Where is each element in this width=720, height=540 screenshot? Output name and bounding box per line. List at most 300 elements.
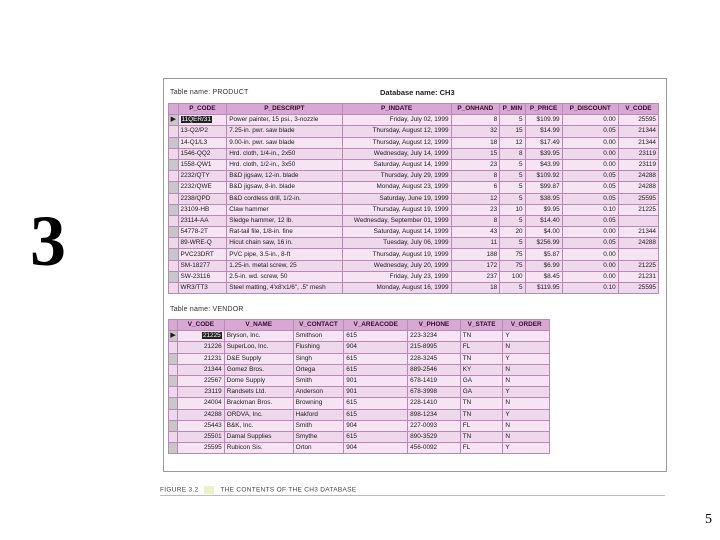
table-cell[interactable] bbox=[460, 420, 503, 431]
table-cell[interactable] bbox=[227, 137, 342, 148]
table-cell[interactable] bbox=[178, 115, 227, 126]
table-cell[interactable] bbox=[408, 375, 461, 386]
column-header[interactable]: V_STATE bbox=[460, 320, 503, 331]
cell-text: 21344 bbox=[638, 138, 656, 146]
table-cell[interactable] bbox=[500, 283, 525, 294]
cell-text: 20 bbox=[515, 228, 523, 236]
table-cell[interactable] bbox=[227, 159, 342, 170]
table-cell[interactable] bbox=[500, 249, 525, 260]
cell-text: 227-0093 bbox=[410, 421, 438, 429]
table-cell[interactable] bbox=[344, 443, 408, 454]
table-cell[interactable] bbox=[224, 398, 293, 409]
table-cell[interactable] bbox=[618, 148, 658, 159]
table-cell[interactable] bbox=[293, 398, 344, 409]
table-cell[interactable] bbox=[224, 331, 293, 342]
table-cell[interactable] bbox=[224, 375, 293, 386]
column-header[interactable]: V_CODE bbox=[618, 104, 658, 115]
row-selector[interactable] bbox=[169, 227, 179, 238]
table-cell[interactable] bbox=[227, 182, 342, 193]
table-cell[interactable] bbox=[460, 364, 503, 375]
table-cell[interactable] bbox=[344, 364, 408, 375]
cell-text: 2238/QPD bbox=[180, 194, 211, 202]
table-cell[interactable] bbox=[344, 420, 408, 431]
slide-big-number: 3 bbox=[30, 201, 66, 281]
table-cell[interactable] bbox=[618, 171, 658, 182]
row-selector[interactable] bbox=[169, 431, 178, 442]
table-cell[interactable] bbox=[562, 159, 618, 170]
table-cell[interactable] bbox=[460, 398, 503, 409]
table-cell[interactable] bbox=[342, 283, 451, 294]
table-cell[interactable] bbox=[344, 353, 408, 364]
table-cell[interactable] bbox=[500, 115, 525, 126]
table-cell[interactable] bbox=[451, 193, 500, 204]
table-cell[interactable] bbox=[293, 431, 344, 442]
cell-text: 9.00-in. pwr. saw blade bbox=[229, 138, 295, 146]
table-cell[interactable] bbox=[224, 431, 293, 442]
cell-text: 615 bbox=[346, 332, 357, 340]
table-cell[interactable] bbox=[618, 215, 658, 226]
table-cell[interactable] bbox=[408, 398, 461, 409]
table-cell[interactable] bbox=[408, 431, 461, 442]
table-row[interactable] bbox=[169, 171, 659, 182]
table-row[interactable] bbox=[169, 364, 550, 375]
table-cell[interactable] bbox=[525, 115, 562, 126]
table-cell[interactable] bbox=[342, 260, 451, 271]
row-selector[interactable] bbox=[169, 364, 178, 375]
table-row[interactable] bbox=[169, 215, 659, 226]
table-cell[interactable] bbox=[344, 331, 408, 342]
figure-label: FIGURE 3.2 bbox=[160, 486, 199, 494]
table-cell[interactable] bbox=[227, 249, 342, 260]
column-header[interactable]: V_ORDER bbox=[503, 320, 550, 331]
table-cell[interactable] bbox=[344, 342, 408, 353]
table-cell[interactable] bbox=[408, 409, 461, 420]
table-row[interactable] bbox=[169, 115, 659, 126]
table-cell[interactable] bbox=[293, 342, 344, 353]
table-cell[interactable] bbox=[344, 431, 408, 442]
cell-text: 237 bbox=[486, 272, 498, 280]
table-cell[interactable] bbox=[525, 204, 562, 215]
current-row-arrow-icon[interactable]: ▶ bbox=[169, 331, 178, 342]
table-cell[interactable] bbox=[500, 215, 525, 226]
table-cell[interactable] bbox=[500, 271, 525, 282]
table-cell[interactable] bbox=[525, 283, 562, 294]
table-cell[interactable] bbox=[293, 420, 344, 431]
column-header[interactable]: V_CODE bbox=[178, 320, 225, 331]
table-cell[interactable] bbox=[178, 137, 227, 148]
table-cell[interactable] bbox=[451, 204, 500, 215]
cell-text: 898-1234 bbox=[410, 410, 438, 418]
table-row[interactable] bbox=[169, 148, 659, 159]
table-row[interactable] bbox=[169, 249, 659, 260]
table-cell[interactable] bbox=[224, 409, 293, 420]
table-cell[interactable] bbox=[178, 375, 225, 386]
table-cell[interactable] bbox=[525, 182, 562, 193]
table-cell[interactable] bbox=[344, 387, 408, 398]
table-cell[interactable] bbox=[451, 249, 500, 260]
row-selector[interactable] bbox=[169, 420, 178, 431]
table-cell[interactable] bbox=[451, 182, 500, 193]
row-selector[interactable] bbox=[169, 249, 179, 260]
table-cell[interactable] bbox=[293, 364, 344, 375]
table-cell[interactable] bbox=[503, 375, 550, 386]
cell-text: 15 bbox=[515, 127, 523, 135]
row-selector[interactable] bbox=[169, 204, 179, 215]
table-cell[interactable] bbox=[227, 204, 342, 215]
row-selector[interactable] bbox=[169, 409, 178, 420]
table-cell[interactable] bbox=[227, 271, 342, 282]
table-cell[interactable] bbox=[227, 283, 342, 294]
table-cell[interactable] bbox=[562, 115, 618, 126]
table-cell[interactable] bbox=[500, 182, 525, 193]
row-selector[interactable] bbox=[169, 137, 179, 148]
table-cell[interactable] bbox=[408, 420, 461, 431]
table-cell[interactable] bbox=[503, 387, 550, 398]
table-cell[interactable] bbox=[525, 126, 562, 137]
row-selector[interactable] bbox=[169, 171, 179, 182]
table-row[interactable] bbox=[169, 387, 550, 398]
table-cell[interactable] bbox=[562, 137, 618, 148]
column-header[interactable]: P_ONHAND bbox=[451, 104, 500, 115]
table-row[interactable] bbox=[169, 271, 659, 282]
table-row[interactable] bbox=[169, 260, 659, 271]
table-cell[interactable] bbox=[500, 204, 525, 215]
table-row[interactable] bbox=[169, 159, 659, 170]
table-cell[interactable] bbox=[293, 375, 344, 386]
table-cell[interactable] bbox=[525, 260, 562, 271]
table-cell[interactable] bbox=[460, 375, 503, 386]
table-cell[interactable] bbox=[618, 115, 658, 126]
table-cell[interactable] bbox=[224, 420, 293, 431]
column-header[interactable]: P_INDATE bbox=[342, 104, 451, 115]
table-cell[interactable] bbox=[342, 204, 451, 215]
table-cell[interactable] bbox=[460, 443, 503, 454]
table-cell[interactable] bbox=[618, 193, 658, 204]
cell-text: 7.25-in. pwr. saw blade bbox=[229, 127, 295, 135]
table-cell[interactable] bbox=[503, 431, 550, 442]
table-cell[interactable] bbox=[227, 148, 342, 159]
table-cell[interactable] bbox=[500, 159, 525, 170]
table-cell[interactable] bbox=[503, 398, 550, 409]
cell-text: 54778-2T bbox=[180, 228, 208, 236]
row-selector[interactable] bbox=[169, 193, 179, 204]
table-cell[interactable] bbox=[562, 238, 618, 249]
table-cell[interactable] bbox=[451, 227, 500, 238]
table-cell[interactable] bbox=[344, 398, 408, 409]
table-cell[interactable] bbox=[618, 159, 658, 170]
table-row[interactable] bbox=[169, 238, 659, 249]
table-cell[interactable] bbox=[525, 159, 562, 170]
table-cell[interactable] bbox=[293, 443, 344, 454]
table-cell[interactable] bbox=[342, 227, 451, 238]
table-cell[interactable] bbox=[227, 227, 342, 238]
table-cell[interactable] bbox=[500, 126, 525, 137]
table-cell[interactable] bbox=[562, 148, 618, 159]
table-cell[interactable] bbox=[224, 443, 293, 454]
table-cell[interactable] bbox=[342, 193, 451, 204]
column-header[interactable]: V_CONTACT bbox=[293, 320, 344, 331]
cell-text: 6 bbox=[493, 183, 498, 191]
row-selector[interactable] bbox=[169, 159, 179, 170]
table-cell[interactable] bbox=[500, 137, 525, 148]
table-cell[interactable] bbox=[178, 159, 227, 170]
table-row[interactable] bbox=[169, 182, 659, 193]
table-row[interactable] bbox=[169, 283, 659, 294]
table-cell[interactable] bbox=[342, 148, 451, 159]
table-cell[interactable] bbox=[562, 193, 618, 204]
table-cell[interactable] bbox=[525, 227, 562, 238]
table-cell[interactable] bbox=[178, 364, 225, 375]
table-cell[interactable] bbox=[178, 171, 227, 182]
table-cell[interactable] bbox=[562, 171, 618, 182]
row-selector[interactable] bbox=[169, 126, 179, 137]
table-cell[interactable] bbox=[342, 215, 451, 226]
table-cell[interactable] bbox=[178, 443, 225, 454]
table-cell[interactable] bbox=[178, 398, 225, 409]
table-cell[interactable] bbox=[525, 249, 562, 260]
table-cell[interactable] bbox=[293, 353, 344, 364]
table-cell[interactable] bbox=[503, 443, 550, 454]
row-selector[interactable] bbox=[169, 443, 178, 454]
table-cell[interactable] bbox=[227, 171, 342, 182]
table-cell[interactable] bbox=[451, 238, 500, 249]
table-cell[interactable] bbox=[618, 204, 658, 215]
table-cell[interactable] bbox=[525, 271, 562, 282]
table-row[interactable] bbox=[169, 126, 659, 137]
table-cell[interactable] bbox=[227, 215, 342, 226]
table-cell[interactable] bbox=[525, 238, 562, 249]
table-cell[interactable] bbox=[451, 159, 500, 170]
table-cell[interactable] bbox=[178, 182, 227, 193]
table-cell[interactable] bbox=[500, 260, 525, 271]
table-cell[interactable] bbox=[460, 353, 503, 364]
table-cell[interactable] bbox=[451, 137, 500, 148]
table-cell[interactable] bbox=[562, 204, 618, 215]
column-header[interactable]: V_PHONE bbox=[408, 320, 461, 331]
table-cell[interactable] bbox=[503, 342, 550, 353]
table-cell[interactable] bbox=[224, 387, 293, 398]
table-cell[interactable] bbox=[618, 249, 658, 260]
table-cell[interactable] bbox=[342, 159, 451, 170]
table-cell[interactable] bbox=[562, 249, 618, 260]
table-cell[interactable] bbox=[451, 115, 500, 126]
table-cell[interactable] bbox=[178, 331, 225, 342]
table-cell[interactable] bbox=[618, 126, 658, 137]
table-cell[interactable] bbox=[451, 260, 500, 271]
table-cell[interactable] bbox=[451, 215, 500, 226]
table-cell[interactable] bbox=[451, 171, 500, 182]
caption-marker bbox=[204, 486, 214, 494]
table-cell[interactable] bbox=[503, 420, 550, 431]
table-cell[interactable] bbox=[342, 137, 451, 148]
table-row[interactable] bbox=[169, 443, 550, 454]
table-cell[interactable] bbox=[342, 171, 451, 182]
table-cell[interactable] bbox=[224, 364, 293, 375]
table-row[interactable] bbox=[169, 353, 550, 364]
table-cell[interactable] bbox=[224, 353, 293, 364]
table-cell[interactable] bbox=[178, 431, 225, 442]
product-table-caption: Table name: PRODUCT bbox=[170, 89, 249, 96]
table-cell[interactable] bbox=[525, 137, 562, 148]
row-selector[interactable] bbox=[169, 353, 178, 364]
table-cell[interactable] bbox=[227, 115, 342, 126]
table-cell[interactable] bbox=[618, 271, 658, 282]
cell-text: 25595 bbox=[638, 284, 656, 292]
table-cell[interactable] bbox=[227, 126, 342, 137]
table-cell[interactable] bbox=[178, 283, 227, 294]
row-selector[interactable] bbox=[169, 260, 179, 271]
table-cell[interactable] bbox=[178, 409, 225, 420]
row-selector[interactable] bbox=[169, 182, 179, 193]
table-cell[interactable] bbox=[451, 283, 500, 294]
table-row[interactable] bbox=[169, 420, 550, 431]
table-cell[interactable] bbox=[227, 193, 342, 204]
table-cell[interactable] bbox=[178, 249, 227, 260]
cell-text: Saturday, August 14, 1999 bbox=[373, 161, 449, 169]
table-row[interactable] bbox=[169, 227, 659, 238]
table-cell[interactable] bbox=[178, 238, 227, 249]
table-row[interactable] bbox=[169, 137, 659, 148]
column-header[interactable]: P_PRICE bbox=[525, 104, 562, 115]
table-row[interactable] bbox=[169, 204, 659, 215]
table-row[interactable] bbox=[169, 342, 550, 353]
table-cell[interactable] bbox=[178, 387, 225, 398]
table-cell[interactable] bbox=[178, 420, 225, 431]
table-cell[interactable] bbox=[451, 148, 500, 159]
row-selector[interactable] bbox=[169, 148, 179, 159]
table-cell[interactable] bbox=[618, 283, 658, 294]
table-cell[interactable] bbox=[460, 387, 503, 398]
table-cell[interactable] bbox=[408, 331, 461, 342]
cell-text: 0.10 bbox=[603, 205, 616, 213]
table-row[interactable] bbox=[169, 398, 550, 409]
table-cell[interactable] bbox=[178, 227, 227, 238]
row-selector[interactable] bbox=[169, 342, 178, 353]
table-cell[interactable] bbox=[408, 353, 461, 364]
table-cell[interactable] bbox=[562, 227, 618, 238]
table-cell[interactable] bbox=[342, 115, 451, 126]
table-cell[interactable] bbox=[342, 126, 451, 137]
table-cell[interactable] bbox=[344, 375, 408, 386]
table-cell[interactable] bbox=[525, 148, 562, 159]
table-cell[interactable] bbox=[500, 227, 525, 238]
cell-text: 5 bbox=[519, 161, 523, 169]
table-cell[interactable] bbox=[618, 260, 658, 271]
cell-text: 21225 bbox=[638, 261, 656, 269]
table-cell[interactable] bbox=[342, 238, 451, 249]
column-header[interactable]: P_DISCOUNT bbox=[562, 104, 618, 115]
table-cell[interactable] bbox=[618, 182, 658, 193]
table-cell[interactable] bbox=[178, 260, 227, 271]
row-selector[interactable] bbox=[169, 238, 179, 249]
column-header[interactable]: P_DESCRIPT bbox=[227, 104, 342, 115]
table-cell[interactable] bbox=[460, 431, 503, 442]
table-cell[interactable] bbox=[178, 193, 227, 204]
table-row[interactable] bbox=[169, 331, 550, 342]
table-cell[interactable] bbox=[451, 126, 500, 137]
table-cell[interactable] bbox=[562, 260, 618, 271]
table-cell[interactable] bbox=[408, 342, 461, 353]
table-cell[interactable] bbox=[408, 364, 461, 375]
table-cell[interactable] bbox=[178, 342, 225, 353]
table-cell[interactable] bbox=[342, 271, 451, 282]
table-cell[interactable] bbox=[451, 271, 500, 282]
row-selector[interactable] bbox=[169, 387, 178, 398]
table-cell[interactable] bbox=[500, 193, 525, 204]
table-cell[interactable] bbox=[500, 148, 525, 159]
table-cell[interactable] bbox=[562, 182, 618, 193]
table-cell[interactable] bbox=[562, 271, 618, 282]
column-header[interactable]: V_AREACODE bbox=[344, 320, 408, 331]
table-cell[interactable] bbox=[618, 137, 658, 148]
table-cell[interactable] bbox=[227, 238, 342, 249]
table-cell[interactable] bbox=[460, 331, 503, 342]
column-header[interactable]: P_MIN bbox=[500, 104, 525, 115]
table-cell[interactable] bbox=[342, 249, 451, 260]
table-cell[interactable] bbox=[344, 409, 408, 420]
table-cell[interactable] bbox=[293, 387, 344, 398]
table-cell[interactable] bbox=[618, 227, 658, 238]
current-row-arrow-icon[interactable]: ▶ bbox=[169, 115, 179, 126]
row-selector[interactable] bbox=[169, 375, 178, 386]
table-cell[interactable] bbox=[562, 215, 618, 226]
table-cell[interactable] bbox=[178, 271, 227, 282]
table-cell[interactable] bbox=[503, 353, 550, 364]
table-cell[interactable] bbox=[503, 409, 550, 420]
cell-text: 0.10 bbox=[603, 284, 616, 292]
table-cell[interactable] bbox=[293, 331, 344, 342]
table-cell[interactable] bbox=[562, 126, 618, 137]
table-cell[interactable] bbox=[618, 238, 658, 249]
table-cell[interactable] bbox=[408, 387, 461, 398]
table-cell[interactable] bbox=[500, 238, 525, 249]
table-cell[interactable] bbox=[460, 342, 503, 353]
table-row[interactable] bbox=[169, 193, 659, 204]
table-cell[interactable] bbox=[525, 193, 562, 204]
cell-text: 32 bbox=[490, 127, 498, 135]
table-cell[interactable] bbox=[503, 364, 550, 375]
cell-text: $256.99 bbox=[536, 239, 560, 247]
table-cell[interactable] bbox=[500, 171, 525, 182]
column-header[interactable]: P_CODE bbox=[178, 104, 227, 115]
row-selector[interactable] bbox=[169, 271, 179, 282]
table-cell[interactable] bbox=[503, 331, 550, 342]
table-cell[interactable] bbox=[408, 443, 461, 454]
table-cell[interactable] bbox=[178, 126, 227, 137]
table-cell[interactable] bbox=[224, 342, 293, 353]
table-row[interactable] bbox=[169, 375, 550, 386]
column-header[interactable]: V_NAME bbox=[224, 320, 293, 331]
table-cell[interactable] bbox=[293, 409, 344, 420]
table-cell[interactable] bbox=[178, 353, 225, 364]
table-cell[interactable] bbox=[525, 215, 562, 226]
table-cell[interactable] bbox=[227, 260, 342, 271]
table-row[interactable] bbox=[169, 431, 550, 442]
row-selector[interactable] bbox=[169, 215, 179, 226]
row-selector[interactable] bbox=[169, 398, 178, 409]
table-cell[interactable] bbox=[460, 409, 503, 420]
table-row[interactable] bbox=[169, 409, 550, 420]
row-selector[interactable] bbox=[169, 283, 179, 294]
table-cell[interactable] bbox=[178, 148, 227, 159]
cell-text: 21231 bbox=[203, 354, 222, 362]
table-cell[interactable] bbox=[178, 215, 227, 226]
table-cell[interactable] bbox=[342, 182, 451, 193]
cell-text: 21225 bbox=[202, 332, 221, 340]
table-cell[interactable] bbox=[525, 171, 562, 182]
table-cell[interactable] bbox=[562, 283, 618, 294]
table-cell[interactable] bbox=[178, 204, 227, 215]
